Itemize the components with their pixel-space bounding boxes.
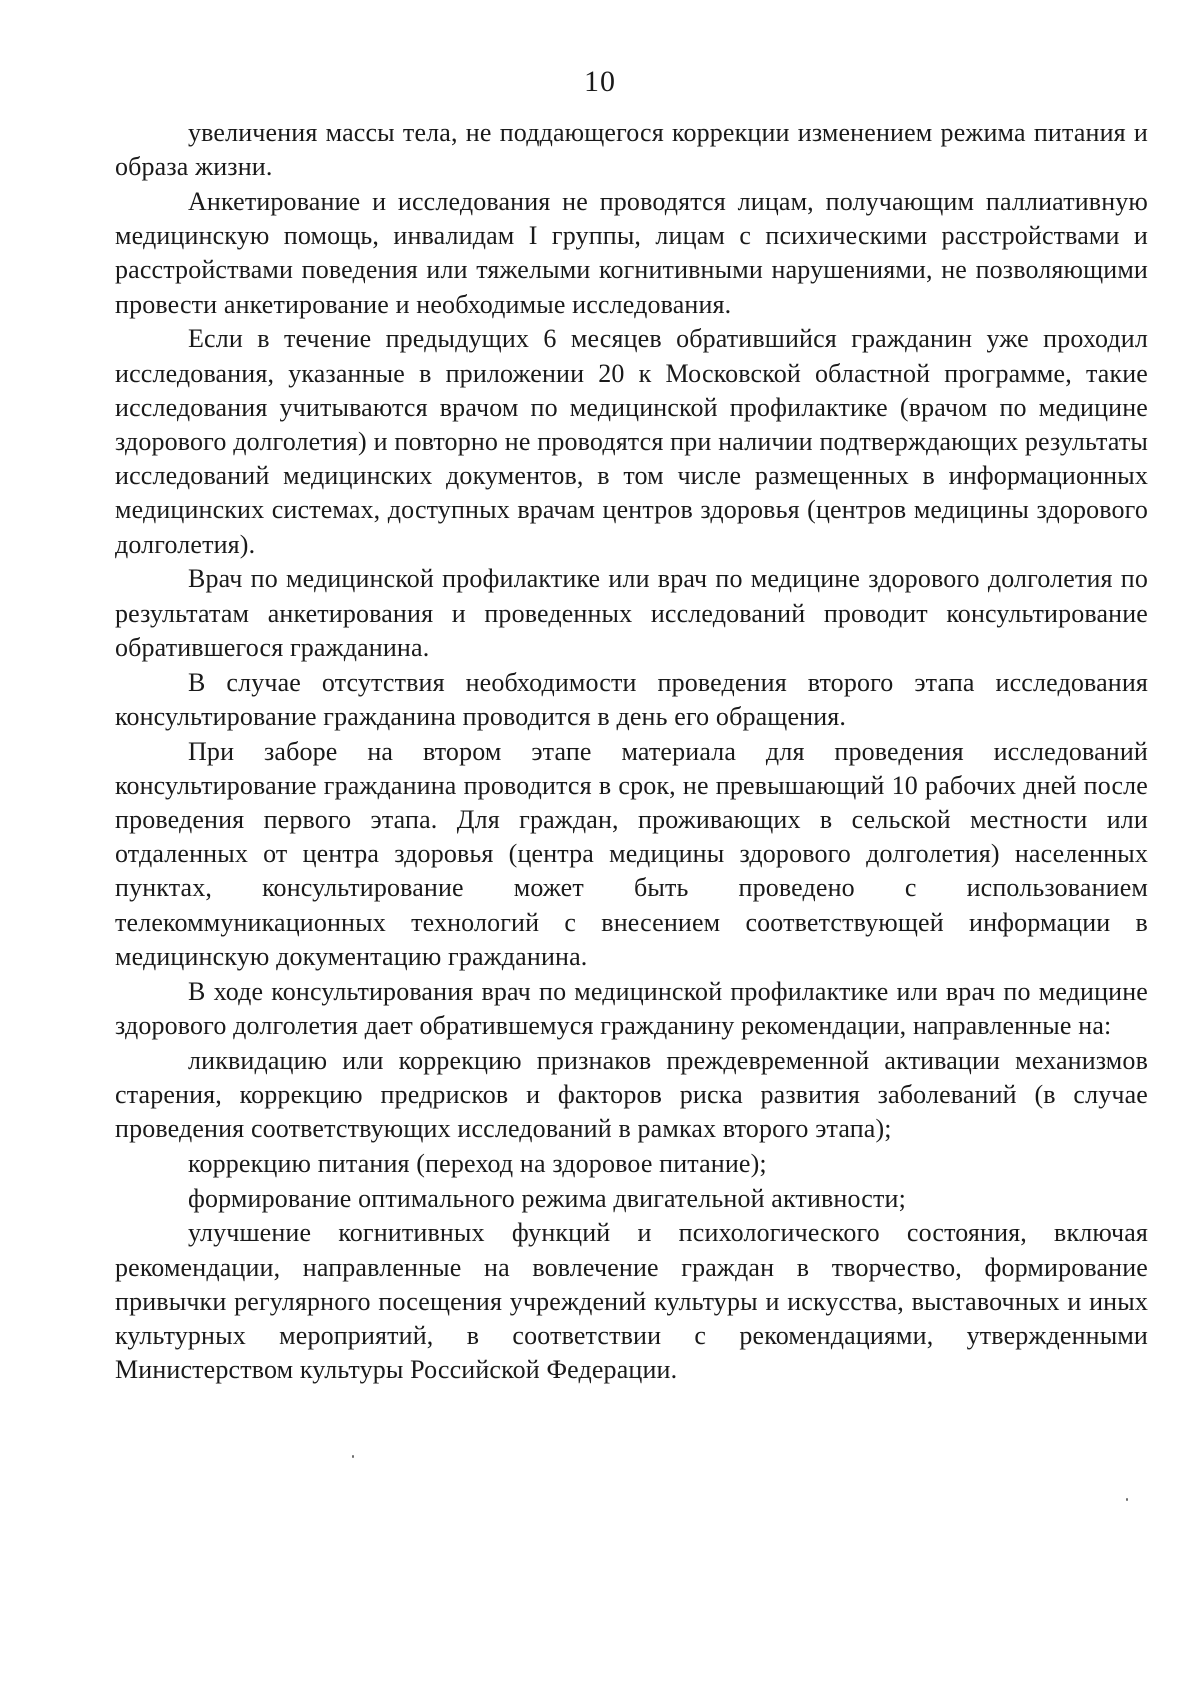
paragraph-doctor-consultation: Врач по медицинской профилактике или врач по медицине здорового долголетия по результатам анкетирования и проведенных исследований проводит консультирование обратившегося гражданина. (115, 564, 1148, 662)
paragraph-recommendations-intro: В ходе консультирования врач по медицинской профилактике или врач по медицине здорового долголетия дает обратившемуся гражданину рекомендации, направленные на: (115, 976, 1148, 1040)
list-item-nutrition: коррекцию питания (переход на здоровое питание); (188, 1148, 767, 1178)
paragraph-exclusions: Анкетирование и исследования не проводятся лицам, получающим паллиативную медицинскую помощь, инвалидам I группы, лицам с психическими расстройствами и расстройствами поведения или тяжелыми когнитивными нарушениями, не позволяющими провести анкетирование и необходимые исследования. (115, 187, 1148, 319)
paragraph-second-stage-consultation: При заборе на втором этапе материала для проведения исследований консультирование гражданина проводится в срок, не превышающий 10 рабочих дней после проведения первого этапа. Для граждан, проживающих в сельской местности или отдаленных от центра здоровья (центра медицины здорового долголетия) населенных пунктах, консультирование может быть проведено с использованием телекоммуникационных технологий с внесением соответствующей информации в медицинскую документацию гражданина. (115, 736, 1148, 971)
paragraph-same-day-consultation: В случае отсутствия необходимости проведения второго этапа исследования консультирование гражданина проводится в день его обращения. (115, 667, 1148, 731)
scan-speck (352, 1455, 354, 1458)
paragraph-previous-studies: Если в течение предыдущих 6 месяцев обратившийся гражданин уже проходил исследования, указанные в приложении 20 к Московской областной программе, такие исследования учитываются врачом по медицинской профилактике (врачом по медицине здорового долголетия) и повторно не проводятся при наличии подтверждающих результаты исследований медицинских документов, в том числе размещенных в информационных медицинских системах, доступных врачам центров здоровья (центров медицины здорового долголетия). (115, 324, 1148, 559)
list-item-physical-activity: формирование оптимального режима двигательной активности; (188, 1183, 906, 1213)
page-number: 10 (584, 65, 616, 98)
list-item-aging-correction: ликвидацию или коррекцию признаков преждевременной активации механизмов старения, коррекцию предрисков и факторов риска развития заболеваний (в случае проведения соответствующих исследований в рамках второго этапа); (115, 1045, 1148, 1144)
scan-speck (1126, 1498, 1128, 1501)
list-item-cognitive-functions: улучшение когнитивных функций и психологического состояния, включая рекомендации, направленные на вовлечение граждан в творчество, формирование привычки регулярного посещения учреждений культуры и искусства, выставочных и иных культурных мероприятий, в соответствии с рекомендациями, утвержденными Министерством культуры Российской Федерации. (115, 1218, 1148, 1385)
document-body (115, 116, 1148, 1387)
paragraph-body-mass-continuation: увеличения массы тела, не поддающегося коррекции изменением режима питания и образа жизни. (115, 118, 1148, 182)
